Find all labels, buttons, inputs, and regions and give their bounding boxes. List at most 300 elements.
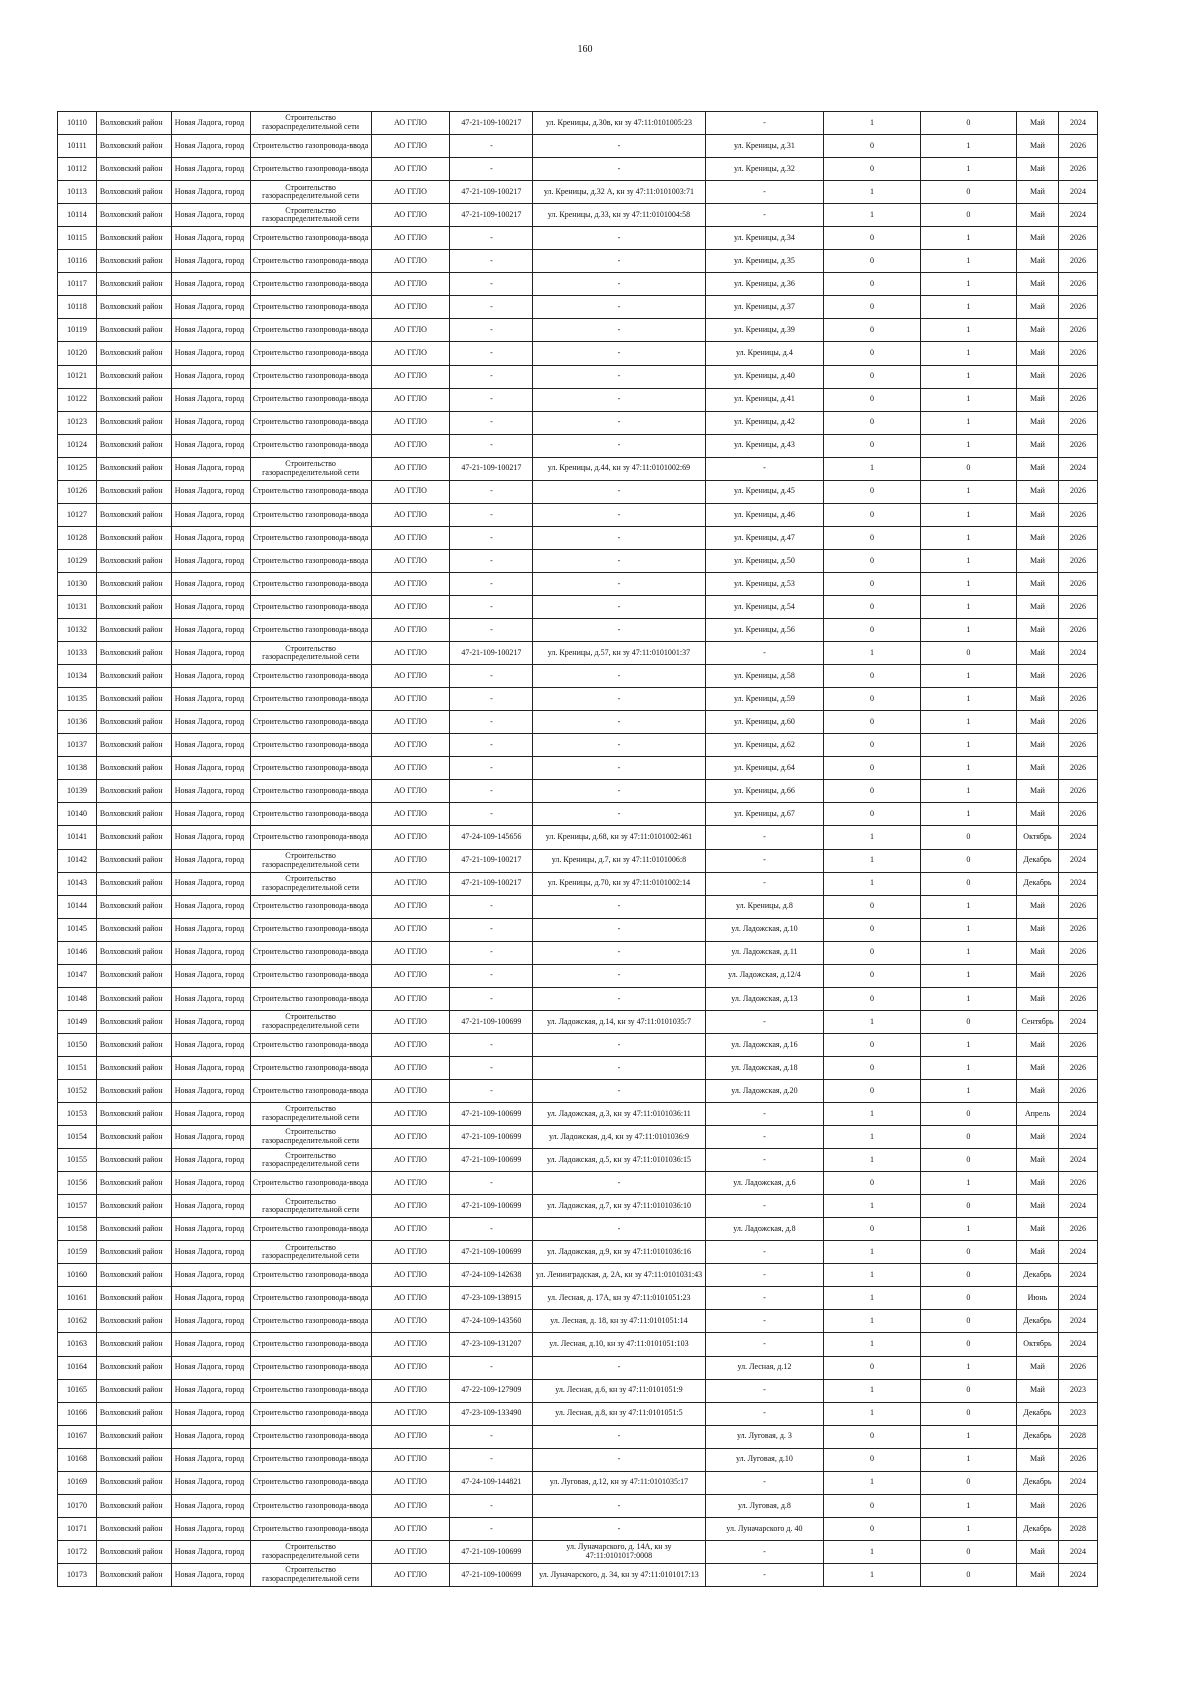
cell-organization: АО ГГЛО [371,1126,450,1149]
cell-settlement: Новая Ладога, город [171,1356,250,1379]
cell-v2: 0 [920,457,1016,480]
cell-id: 10170 [58,1494,97,1517]
cell-month: Май [1016,987,1058,1010]
cell-month: Май [1016,1448,1058,1471]
cell-work-type: Строительство газопровода-ввода [250,665,371,688]
cell-organization: АО ГГЛО [371,1494,450,1517]
cell-district: Волховский район [96,1103,171,1126]
cell-cadastral-address: - [533,549,705,572]
cell-cadastral-address: - [533,526,705,549]
cell-permit: - [450,1517,533,1540]
cell-id: 10120 [58,342,97,365]
cell-v1: 1 [824,112,920,135]
cell-district: Волховский район [96,1563,171,1586]
cell-work-type: Строительство газораспределительной сети [250,1241,371,1264]
cell-settlement: Новая Ладога, город [171,872,250,895]
cell-organization: АО ГГЛО [371,549,450,572]
cell-work-type: Строительство газопровода-ввода [250,296,371,319]
cell-v1: 0 [824,1517,920,1540]
cell-organization: АО ГГЛО [371,365,450,388]
cell-year: 2026 [1058,1448,1097,1471]
cell-address: - [705,1149,824,1172]
cell-permit: - [450,688,533,711]
cell-organization: АО ГГЛО [371,250,450,273]
cell-settlement: Новая Ладога, город [171,1402,250,1425]
cell-district: Волховский район [96,895,171,918]
cell-month: Май [1016,1079,1058,1102]
table-row [58,826,1098,849]
cell-v1: 0 [824,296,920,319]
table-row [58,135,1098,158]
cell-organization: АО ГГЛО [371,780,450,803]
cell-cadastral-address: ул. Ладожская, д.14, кн зу 47:11:0101035:7 [533,1010,705,1033]
cell-v1: 0 [824,135,920,158]
cell-v2: 1 [920,250,1016,273]
cell-month: Май [1016,1195,1058,1218]
cell-district: Волховский район [96,365,171,388]
cell-v2: 1 [920,434,1016,457]
cell-v2: 1 [920,342,1016,365]
cell-settlement: Новая Ладога, город [171,480,250,503]
cell-settlement: Новая Ладога, город [171,342,250,365]
cell-id: 10165 [58,1379,97,1402]
cell-district: Волховский район [96,964,171,987]
cell-district: Волховский район [96,1448,171,1471]
cell-district: Волховский район [96,1356,171,1379]
cell-v1: 0 [824,757,920,780]
cell-month: Декабрь [1016,1425,1058,1448]
cell-v1: 1 [824,1333,920,1356]
cell-month: Декабрь [1016,1471,1058,1494]
cell-organization: АО ГГЛО [371,1356,450,1379]
cell-address: ул. Креницы, д.37 [705,296,824,319]
cell-id: 10152 [58,1079,97,1102]
table-row [58,964,1098,987]
cell-settlement: Новая Ладога, город [171,411,250,434]
cell-permit: - [450,803,533,826]
cell-v2: 0 [920,1333,1016,1356]
cell-month: Май [1016,1218,1058,1241]
cell-permit: - [450,503,533,526]
cell-permit: 47-24-109-144821 [450,1471,533,1494]
cell-v1: 0 [824,941,920,964]
table-row [58,250,1098,273]
cell-id: 10118 [58,296,97,319]
cell-permit: - [450,1448,533,1471]
cell-month: Май [1016,688,1058,711]
cell-settlement: Новая Ладога, город [171,204,250,227]
cell-organization: АО ГГЛО [371,1195,450,1218]
cell-year: 2024 [1058,1010,1097,1033]
cell-district: Волховский район [96,1056,171,1079]
cell-organization: АО ГГЛО [371,964,450,987]
cell-month: Апрель [1016,1103,1058,1126]
table-row [58,457,1098,480]
cell-settlement: Новая Ладога, город [171,826,250,849]
cell-cadastral-address: - [533,941,705,964]
cell-month: Июнь [1016,1287,1058,1310]
cell-settlement: Новая Ладога, город [171,1079,250,1102]
cell-v1: 0 [824,918,920,941]
cell-settlement: Новая Ладога, город [171,619,250,642]
cell-v1: 0 [824,503,920,526]
cell-year: 2024 [1058,1471,1097,1494]
cell-work-type: Строительство газопровода-ввода [250,780,371,803]
table-row [58,572,1098,595]
cell-id: 10141 [58,826,97,849]
table-row [58,642,1098,665]
cell-v2: 1 [920,780,1016,803]
cell-settlement: Новая Ладога, город [171,1264,250,1287]
cell-settlement: Новая Ладога, город [171,227,250,250]
cell-month: Декабрь [1016,872,1058,895]
cell-work-type: Строительство газопровода-ввода [250,964,371,987]
cell-address: - [705,1333,824,1356]
cell-cadastral-address: - [533,595,705,618]
cell-v2: 1 [920,365,1016,388]
cell-id: 10125 [58,457,97,480]
cell-organization: АО ГГЛО [371,526,450,549]
cell-v1: 1 [824,1310,920,1333]
cell-address: ул. Луговая, д.10 [705,1448,824,1471]
cell-settlement: Новая Ладога, город [171,388,250,411]
table-row [58,365,1098,388]
cell-id: 10134 [58,665,97,688]
cell-work-type: Строительство газопровода-ввода [250,1056,371,1079]
cell-v1: 0 [824,595,920,618]
cell-work-type: Строительство газораспределительной сети [250,1103,371,1126]
cell-v2: 0 [920,826,1016,849]
cell-month: Сентябрь [1016,1010,1058,1033]
cell-settlement: Новая Ладога, город [171,1379,250,1402]
cell-v1: 0 [824,1218,920,1241]
cell-id: 10169 [58,1471,97,1494]
cell-organization: АО ГГЛО [371,1033,450,1056]
table-body [58,112,1098,1587]
cell-organization: АО ГГЛО [371,1448,450,1471]
cell-id: 10139 [58,780,97,803]
cell-cadastral-address: - [533,987,705,1010]
cell-year: 2026 [1058,1079,1097,1102]
cell-v2: 0 [920,872,1016,895]
cell-cadastral-address: - [533,711,705,734]
cell-id: 10154 [58,1126,97,1149]
cell-organization: АО ГГЛО [371,1563,450,1586]
cell-year: 2024 [1058,457,1097,480]
cell-settlement: Новая Ладога, город [171,1033,250,1056]
cell-month: Май [1016,227,1058,250]
table-row [58,1425,1098,1448]
cell-permit: 47-21-109-100699 [450,1563,533,1586]
cell-work-type: Строительство газопровода-ввода [250,526,371,549]
cell-district: Волховский район [96,480,171,503]
table-row [58,1494,1098,1517]
cell-month: Май [1016,112,1058,135]
cell-v1: 1 [824,1287,920,1310]
cell-v1: 1 [824,181,920,204]
cell-district: Волховский район [96,526,171,549]
cell-v1: 0 [824,1494,920,1517]
cell-work-type: Строительство газопровода-ввода [250,1310,371,1333]
cell-organization: АО ГГЛО [371,1425,450,1448]
cell-month: Май [1016,388,1058,411]
cell-cadastral-address: - [533,918,705,941]
cell-id: 10143 [58,872,97,895]
cell-address: ул. Креницы, д.41 [705,388,824,411]
cell-year: 2026 [1058,480,1097,503]
cell-id: 10166 [58,1402,97,1425]
cell-permit: - [450,273,533,296]
cell-year: 2026 [1058,987,1097,1010]
cell-v1: 0 [824,1448,920,1471]
cell-permit: 47-21-109-100217 [450,642,533,665]
cell-work-type: Строительство газопровода-ввода [250,135,371,158]
cell-v2: 0 [920,1103,1016,1126]
cell-id: 10144 [58,895,97,918]
cell-id: 10172 [58,1540,97,1563]
cell-organization: АО ГГЛО [371,826,450,849]
cell-district: Волховский район [96,665,171,688]
cell-address: - [705,1563,824,1586]
cell-work-type: Строительство газопровода-ввода [250,572,371,595]
cell-v1: 1 [824,1010,920,1033]
table-row [58,1103,1098,1126]
cell-work-type: Строительство газопровода-ввода [250,342,371,365]
cell-work-type: Строительство газопровода-ввода [250,826,371,849]
cell-id: 10157 [58,1195,97,1218]
cell-district: Волховский район [96,941,171,964]
cell-settlement: Новая Ладога, город [171,665,250,688]
cell-cadastral-address: ул. Креницы, д.30в, кн зу 47:11:0101005:23 [533,112,705,135]
cell-v1: 0 [824,158,920,181]
cell-work-type: Строительство газопровода-ввода [250,734,371,757]
cell-settlement: Новая Ладога, город [171,1425,250,1448]
cell-month: Май [1016,780,1058,803]
cell-cadastral-address: - [533,434,705,457]
cell-organization: АО ГГЛО [371,158,450,181]
cell-v2: 1 [920,1448,1016,1471]
cell-cadastral-address: ул. Луначарского, д. 14А, кн зу 47:11:0101017:0008 [533,1540,705,1563]
cell-settlement: Новая Ладога, город [171,296,250,319]
cell-organization: АО ГГЛО [371,1103,450,1126]
cell-id: 10130 [58,572,97,595]
cell-address: ул. Креницы, д.47 [705,526,824,549]
cell-v1: 0 [824,434,920,457]
cell-cadastral-address: - [533,365,705,388]
table-row [58,296,1098,319]
cell-cadastral-address: ул. Креницы, д.57, кн зу 47:11:0101001:37 [533,642,705,665]
cell-v2: 0 [920,849,1016,872]
cell-permit: 47-23-109-133490 [450,1402,533,1425]
cell-work-type: Строительство газопровода-ввода [250,319,371,342]
table-row [58,711,1098,734]
table-row [58,665,1098,688]
cell-work-type: Строительство газораспределительной сети [250,112,371,135]
cell-address: ул. Ладожская, д.10 [705,918,824,941]
cell-year: 2024 [1058,826,1097,849]
table-row [58,1333,1098,1356]
cell-id: 10136 [58,711,97,734]
table-row [58,1448,1098,1471]
cell-district: Волховский район [96,1471,171,1494]
cell-v2: 0 [920,1402,1016,1425]
cell-district: Волховский район [96,1287,171,1310]
cell-work-type: Строительство газораспределительной сети [250,1195,371,1218]
cell-address: ул. Креницы, д.31 [705,135,824,158]
cell-work-type: Строительство газораспределительной сети [250,204,371,227]
cell-v2: 1 [920,1172,1016,1195]
cell-v2: 1 [920,665,1016,688]
cell-v1: 0 [824,665,920,688]
cell-district: Волховский район [96,457,171,480]
cell-month: Май [1016,1033,1058,1056]
cell-organization: АО ГГЛО [371,757,450,780]
cell-year: 2026 [1058,296,1097,319]
cell-month: Май [1016,1540,1058,1563]
table-row [58,549,1098,572]
cell-organization: АО ГГЛО [371,849,450,872]
table-row [58,1218,1098,1241]
cell-cadastral-address: - [533,503,705,526]
cell-settlement: Новая Ладога, город [171,503,250,526]
cell-organization: АО ГГЛО [371,112,450,135]
cell-address: ул. Креницы, д.53 [705,572,824,595]
cell-permit: 47-21-109-100217 [450,112,533,135]
page-number: 160 [577,44,593,55]
cell-id: 10140 [58,803,97,826]
cell-work-type: Строительство газораспределительной сети [250,849,371,872]
cell-month: Май [1016,803,1058,826]
table-row [58,987,1098,1010]
cell-v2: 0 [920,181,1016,204]
cell-v2: 1 [920,1056,1016,1079]
cell-v2: 0 [920,1195,1016,1218]
cell-address: ул. Луговая, д.8 [705,1494,824,1517]
cell-v2: 1 [920,1494,1016,1517]
cell-permit: - [450,987,533,1010]
cell-v2: 0 [920,1010,1016,1033]
cell-v2: 1 [920,549,1016,572]
cell-settlement: Новая Ладога, город [171,319,250,342]
cell-month: Май [1016,296,1058,319]
cell-district: Волховский район [96,1517,171,1540]
table-row [58,595,1098,618]
cell-cadastral-address: ул. Ладожская, д.9, кн зу 47:11:0101036:16 [533,1241,705,1264]
cell-organization: АО ГГЛО [371,135,450,158]
cell-year: 2026 [1058,411,1097,434]
cell-permit: - [450,411,533,434]
cell-district: Волховский район [96,734,171,757]
cell-month: Декабрь [1016,1264,1058,1287]
cell-v1: 1 [824,1402,920,1425]
cell-permit: 47-21-109-100699 [450,1241,533,1264]
cell-address: ул. Креницы, д.58 [705,665,824,688]
cell-year: 2026 [1058,549,1097,572]
cell-v2: 1 [920,941,1016,964]
cell-settlement: Новая Ладога, город [171,1471,250,1494]
cell-work-type: Строительство газораспределительной сети [250,1010,371,1033]
cell-settlement: Новая Ладога, город [171,1333,250,1356]
cell-cadastral-address: ул. Ладожская, д.5, кн зу 47:11:0101036:15 [533,1149,705,1172]
cell-cadastral-address: - [533,619,705,642]
cell-v2: 1 [920,711,1016,734]
cell-id: 10115 [58,227,97,250]
table-row [58,1149,1098,1172]
cell-id: 10117 [58,273,97,296]
cell-settlement: Новая Ладога, город [171,457,250,480]
cell-year: 2026 [1058,803,1097,826]
cell-cadastral-address: - [533,480,705,503]
cell-district: Волховский район [96,1010,171,1033]
cell-work-type: Строительство газопровода-ввода [250,595,371,618]
cell-cadastral-address: - [533,1356,705,1379]
cell-district: Волховский район [96,688,171,711]
cell-v2: 0 [920,1287,1016,1310]
cell-v1: 1 [824,1149,920,1172]
cell-address: ул. Креницы, д.54 [705,595,824,618]
cell-permit: - [450,227,533,250]
cell-month: Май [1016,941,1058,964]
cell-month: Май [1016,619,1058,642]
cell-settlement: Новая Ладога, город [171,1448,250,1471]
table-row [58,1241,1098,1264]
cell-v2: 1 [920,526,1016,549]
cell-year: 2026 [1058,158,1097,181]
cell-year: 2026 [1058,319,1097,342]
table-row [58,526,1098,549]
cell-settlement: Новая Ладога, город [171,757,250,780]
cell-work-type: Строительство газопровода-ввода [250,365,371,388]
cell-cadastral-address: - [533,411,705,434]
table-row [58,780,1098,803]
cell-organization: АО ГГЛО [371,803,450,826]
cell-month: Май [1016,549,1058,572]
cell-district: Волховский район [96,388,171,411]
cell-district: Волховский район [96,642,171,665]
cell-v1: 0 [824,526,920,549]
cell-year: 2026 [1058,1494,1097,1517]
cell-organization: АО ГГЛО [371,1471,450,1494]
cell-permit: - [450,1494,533,1517]
cell-district: Волховский район [96,342,171,365]
cell-month: Май [1016,1379,1058,1402]
cell-permit: - [450,918,533,941]
cell-id: 10150 [58,1033,97,1056]
cell-district: Волховский район [96,1079,171,1102]
table-row [58,941,1098,964]
cell-permit: - [450,1079,533,1102]
cell-permit: - [450,1056,533,1079]
cell-district: Волховский район [96,595,171,618]
cell-work-type: Строительство газопровода-ввода [250,987,371,1010]
cell-v2: 1 [920,503,1016,526]
cell-year: 2026 [1058,342,1097,365]
cell-v2: 1 [920,895,1016,918]
cell-v1: 1 [824,642,920,665]
cell-v2: 1 [920,227,1016,250]
cell-year: 2026 [1058,918,1097,941]
cell-work-type: Строительство газопровода-ввода [250,227,371,250]
cell-organization: АО ГГЛО [371,734,450,757]
cell-settlement: Новая Ладога, город [171,1540,250,1563]
cell-settlement: Новая Ладога, город [171,734,250,757]
cell-work-type: Строительство газораспределительной сети [250,181,371,204]
cell-settlement: Новая Ладога, город [171,964,250,987]
cell-v1: 0 [824,1356,920,1379]
cell-settlement: Новая Ладога, город [171,526,250,549]
cell-district: Волховский район [96,1172,171,1195]
cell-id: 10147 [58,964,97,987]
